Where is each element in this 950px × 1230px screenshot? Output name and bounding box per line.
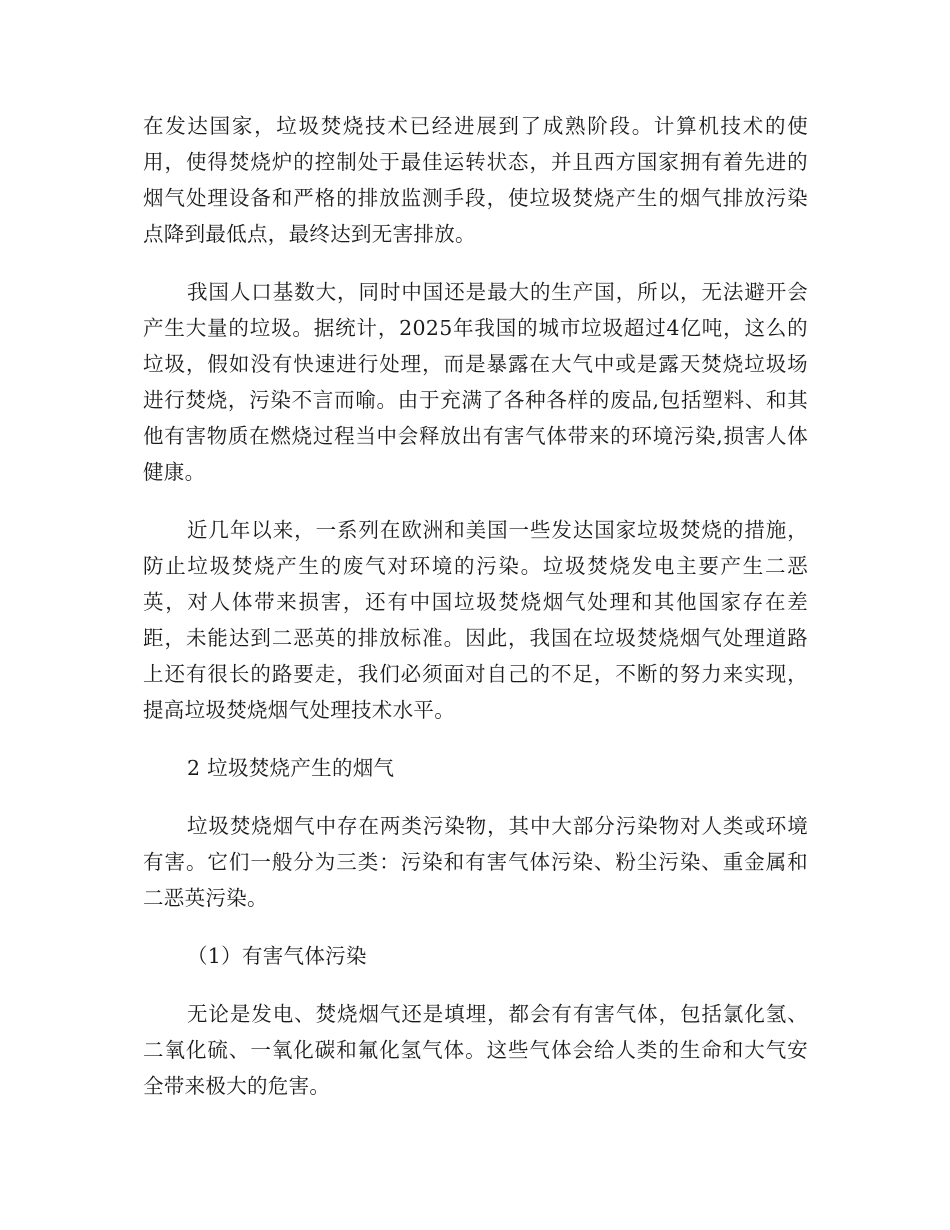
paragraph-pollutant-types: 垃圾焚烧烟气中存在两类污染物，其中大部分污染物对人类或环境有害。它们一般分为三类：污染和有害气体污染、粉尘污染、重金属和二恶英污染。 (143, 814, 808, 910)
document-body (143, 108, 808, 1126)
paragraph-harmful-gases: 无论是发电、焚烧烟气还是填埋，都会有有害气体，包括氯化氢、二氧化硫、一氧化碳和氟化氢气体。这些气体会给人类的生命和大气安全带来极大的危害。 (143, 1002, 808, 1098)
paragraph-recent-measures: 近几年以来，一系列在欧洲和美国一些发达国家垃圾焚烧的措施，防止垃圾焚烧产生的废气对环境的污染。垃圾焚烧发电主要产生二恶英，对人体带来损害，还有中国垃圾焚烧烟气处理和其他国家存在差距，未能达到二恶英的排放标准。因此，我国在垃圾焚烧烟气处理道路上还有很长的路要走，我们必须面对自己的不足，不断的努力来实现，提高垃圾焚烧烟气处理技术水平。 (143, 518, 808, 722)
subsection-heading: （1）有害气体污染 (187, 944, 367, 968)
paragraph-developed-countries: 在发达国家，垃圾焚烧技术已经进展到了成熟阶段。计算机技术的使用，使得焚烧炉的控制处于最佳运转状态，并且西方国家拥有着先进的烟气处理设备和严格的排放监测手段，使垃圾焚烧产生的烟气排放污染点降到最低点，最终达到无害排放。 (143, 114, 808, 246)
paragraph-china-waste: 我国人口基数大，同时中国还是最大的生产国，所以，无法避开会产生大量的垃圾。据统计，2025年我国的城市垃圾超过4亿吨，这么的垃圾，假如没有快速进行处理，而是暴露在大气中或是露天焚烧垃圾场进行焚烧，污染不言而喻。由于充满了各种各样的废品,包括塑料、和其他有害物质在燃烧过程当中会释放出有害气体带来的环境污染,损害人体健康。 (143, 280, 808, 484)
section-heading: 2 垃圾焚烧产生的烟气 (187, 756, 395, 780)
